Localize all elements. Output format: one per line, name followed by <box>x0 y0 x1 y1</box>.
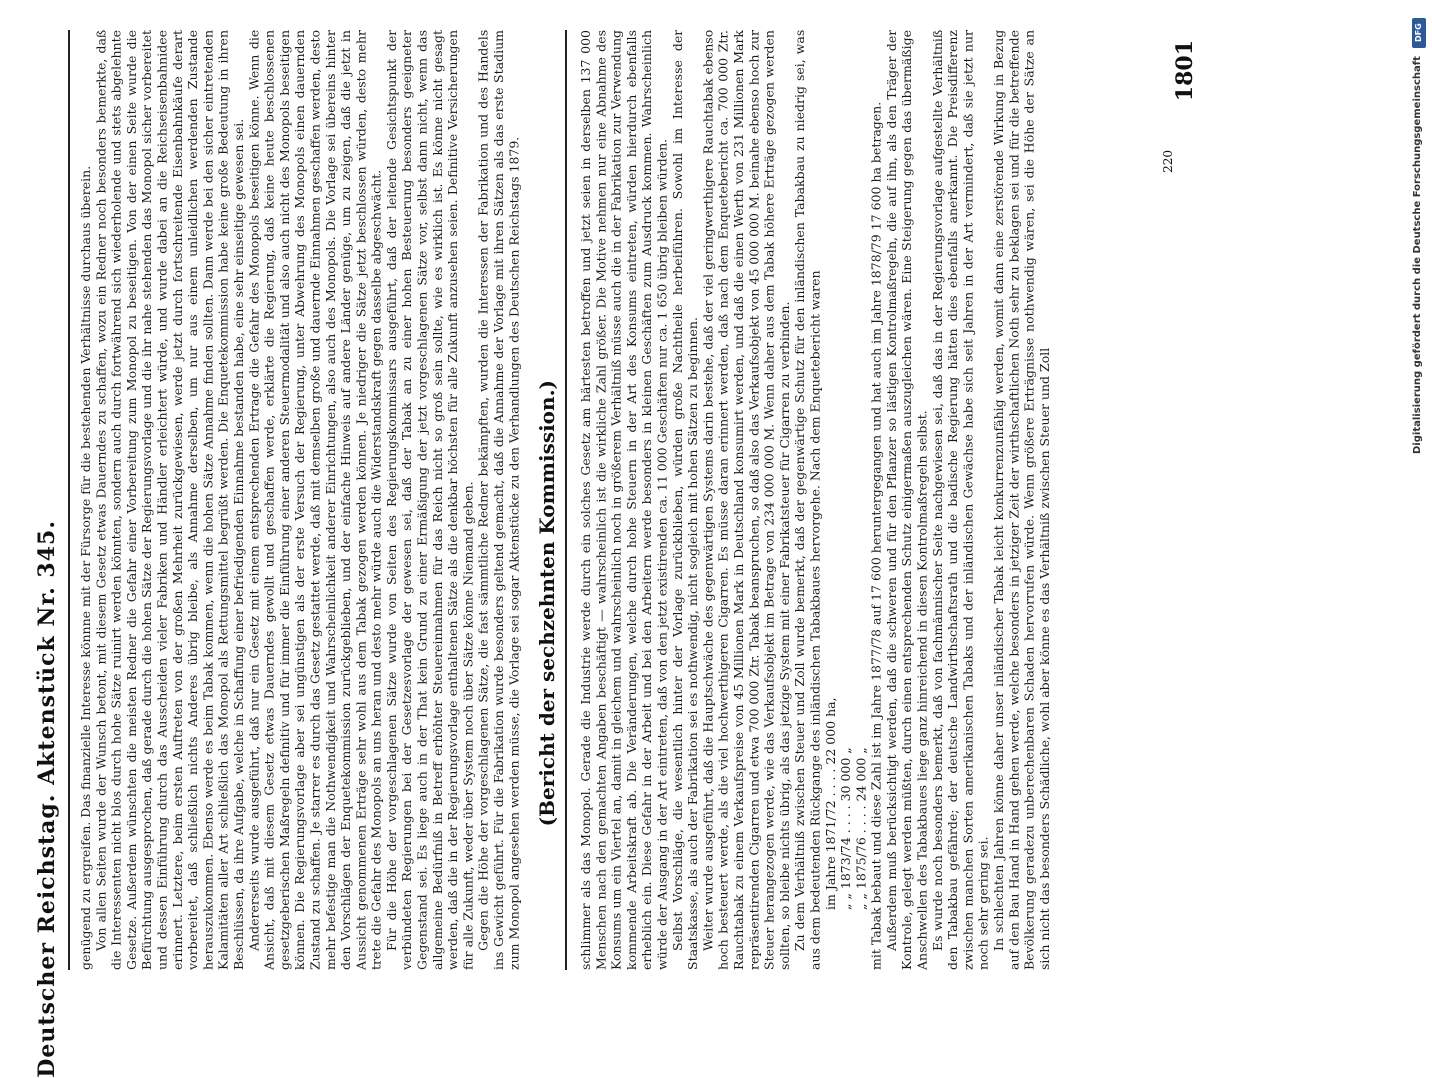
paragraph: Es wurde noch besonders bemerkt, daß von fachmännischer Seite nachgewiesen sei, daß das in der Regierungsvorlage aufgestellte Verhältniß den Tabakbau gefährde; der deutsche Landwirthschaftsrath und die badische Regierung hätten dies ebenfalls anerkannt. Die Preisdifferenz zwischen manchen Sorten amerikanischen Tabaks und der inländischen Gewächse habe sich seit Jahren in der Art vermindert, daß sie jetzt nur noch sehr gering sei. <box>929 30 991 970</box>
paragraph: mit Tabak bebaut und diese Zahl ist im Jahre 1877/78 auf 17 600 heruntergegangen und hat auch im Jahre 1878/79 17 600 ha betragen. <box>868 101 884 970</box>
paragraph: Weiter wurde ausgeführt, daß die Hauptschwäche des gegenwärtigen Systems darin bestehe, daß der viel geringwerthigere Rauchtabak ebenso hoch besteuert werde, als die viel hochwerthigeren Cigarren. Es müsse daran erinnert werden, daß nach dem Enquetebericht ca. 700 000 Ztr. Rauchtabak zu einem Verkaufspreise von 45 Millionen Mark in Deutschland konsumirt werden, und daß die einen Werth von 231 Millionen Mark repräsentirenden Cigarren und etwa 700 000 Ztr. Tabak beanspruchen, so daß also das Verkaufsobjekt von 45 000 000 M. beinahe ebenso hoch zur Steuer herangezogen werde, wie das Verkaufsobjekt im Betrage von 234 000 000 M. Wenn daher aus dem Tabak höhere Erträge gezogen werden sollten, so bleibe nichts übrig, als das jetzige System mit einer Fabrikatsteuer für Cigarren zu verbinden. <box>700 30 792 970</box>
running-head-left: Deutscher Reichstag. Aktenstück Nr. 345. <box>34 520 60 1078</box>
digitization-credit: Digitalisierung gefördert durch die Deutsche Forschungsgemeinschaft <box>1412 56 1423 454</box>
column-right <box>578 30 1158 970</box>
paragraph: Gegen die Höhe der vorgeschlagenen Sätze, die fast sämmtliche Redner bekämpften, wurden die Interessen der Fabrikation und des Handels ins Gewicht geführt. Für die Fabrikation wurde besonders geltend gemacht, daß die Annahme der Vorlage mit ihren Sätzen als das erste Stadium zum Monopol angesehen werden müsse, die Vorlage sei sogar Aktenstücke zu den Verhandlungen des Deutschen Reichstags 1879. <box>475 30 522 970</box>
column-left <box>78 30 526 970</box>
column-divider <box>565 30 567 970</box>
paragraph: schlimmer als das Monopol. Gerade die Industrie werde durch ein solches Gesetz am härtesten betroffen und jetzt seien in derselben 137 000 Menschen nach den gemachten Angaben beschäftigt — wahrscheinlich ist die wirkliche Zahl größer. Die Motive nehmen nur eine Abnahme des Konsums um ein Viertel an, damit in gleichem und wahrscheinlich noch in größerem Verhältniß müsse auch die in der Fabrikation zur Verwendung kommende Arbeitskraft ab. Die Veränderungen, welche durch hohe Steuern in der Art des Konsums eintreten, würden hierdurch ebenfalls erheblich ein. Diese Gefahr in der Arbeit und bei den Arbeitern werde besonders in kleinen Geschäften zum Ausdruck kommen. Wahrscheinlich würde der Ausgang in der Art eintreten, daß von den jetzt existirenden ca. 11 000 Geschäften nur ca. 1 650 übrig bleiben würden. <box>578 30 670 970</box>
paragraph: Zu dem Verhältniß zwischen Steuer und Zoll wurde bemerkt, daß der gegenwärtige Schutz für den inländischen Tabakbau zu niedrig sei, was aus dem bedeutenden Rückgange des inländischen Tabakbaues hervorgehe. Nach dem Enquetebericht waren <box>792 30 823 970</box>
paragraph: Andererseits wurde ausgeführt, daß nur ein Gesetz mit einem entsprechenden Ertrage die Gefahr des Monopols beseitigen könne. Wenn die Ansicht, daß mit diesem Gesetz etwas Dauerndes gewollt und geschaffen werde, erklärte die Regierung, daß keine heute beschlossenen gesetzgeberischen Maßregeln definitiv und für immer die Einführung einer anderen Steuermodalität und also auch nicht des Monopols beseitigen können. Die Regierungsvorlage aber sei ungünstigen als der erste Versuch der Regierung, unter Abwehrung des Monopols einen dauernden Zustand zu schaffen. Je starrer es durch das Gesetz gestattet werde, daß mit demselben große und dauernde Einnahmen geschaffen werden, desto mehr befestige man die Nothwendigkeit und Wahrscheinlichkeit anderer Einrichtungen, also auch des Monopols. Die Vorlage sei übereins hinter den Vorschlägen der Enquetekommission zurückgeblieben, und der einfache Hinweis auf andere Länder genüge, um zu zeigen, daß die jetzt in Aussicht genommenen Erträge sehr wohl aus dem Tabak gezogen werden können. Je niedriger die Sätze jetzt beschlossen würden, desto mehr trete die Gefahr des Monopols an uns heran und desto mehr würde auch die Widerstandskraft gegen dasselbe abgeschwächt. <box>246 30 384 970</box>
table-row: „ „ 1875/76 . . . . 24 000 „ <box>853 747 869 910</box>
header-rule <box>68 30 70 970</box>
table-row: im Jahre 1871/72 . . . . 22 000 ha, <box>822 697 838 910</box>
signature-mark: 220 <box>1161 150 1175 173</box>
running-head-right: (Bericht der sechzehnten Kommission.) <box>535 380 559 827</box>
paragraph: Selbst Vorschläge, die wesentlich hinter der Vorlage zurückblieben, würden große Nachtheile herbeiführen. Sowohl im Interesse der Staatskasse, als auch der Fabrikation sei es nothwendig, nicht sogleich mit hohen Sätzen zu beginnen. <box>669 30 701 970</box>
dfg-logo: DFG <box>1412 18 1426 48</box>
page-number: 1801 <box>1172 40 1198 102</box>
paragraph: Von allen Seiten wurde der Wunsch betont, mit diesem Gesetz etwas Dauerndes zu schaffen, wozu ein Redner noch besonders bemerkte, daß die Interessenten nicht blos durch hohe Sätze ruinirt werden könnten, sondern auch durch fortwährend sich wiederholende und stets abgelehnte Gesetze. Außerdem wünschten die meisten Redner die Gefahr einer Vorbereitung zum Monopol zu beseitigen. Von der einen Seite wurde die Befürchtung ausgesprochen, daß gerade durch die hohen Sätze der Regierungsvorlage und die ihr nahe stehenden das Monopol sicher vorbereitet und dessen Einführung durch das Ausscheiden vieler Fabriken und Händler erleichtert würde, und wurde dabei an die Reichseisenbahnidee erinnert. Letztere, beim ersten Auftreten von der großen Mehrheit zurückgewiesen, werde jetzt durch fortschreitende Eisenbahnkäufe derart vorbereitet, daß schließlich nichts Anderes übrig bleibe, als Annahme derselben, um nur aus einem unleidlichen werdenden Zustande herauszukommen. Ebenso werde es beim Tabak kommen, wenn die hohen Sätze Annahme finden sollten. Dann werde bei den sicher eintretenden Kalamitäten aller Art schließlich das Monopol als Rettungsmittel begrüßt werden. Die Enquetekommission habe keine große Bedeutung in ihren Beschlüssen, da ihre Aufgabe, welche in Schaffung einer befriedigenden Einnahme bestanden habe, eine sehr einseitige gewesen sei. <box>93 30 246 970</box>
paragraph: Außerdem muß berücksichtigt werden, daß die schweren und für den Pflanzer so lästigen Kontrolmaßregeln, die auf ihn, als den Träger der Kontrole, gelegt werden müßten, durch einen entsprechenden Schutz einigermaßen auszugleichen wären. Eine Steigerung gegen das übermäßige Anschwellen des Tabakbaues liege ganz hinreichend in diesen Kontrolmaßregeln selbst. <box>883 30 930 970</box>
paragraph: genügend zu ergreifen. Das finanzielle Interesse könnne mit der Fürsorge für die bestehenden Verhältnisse durchaus überein. <box>78 165 93 970</box>
table-row: „ „ 1873/74 . . . . 30 000 „ <box>838 747 854 910</box>
paragraph: Für die Höhe der vorgeschlagenen Sätze wurde von Seiten des Regierungskommissars ausgeführt, daß der leitende Gesichtspunkt der verbündeten Regierungen bei der Gesetzesvorlage der gewesen sei, daß der Tabak an zu einer hohen Besteuerung besonders geeigneter Gegenstand sei. Es liege auch in der That kein Grund zu einer Ermäßigung der jetzt vorgeschlagenen Sätze vor, selbst dann nicht, wenn das allgemeine Bedürfniß in Betreff erhöhter Steuereinnahmen für das Reich nicht so groß sein sollte, wie es wirklich ist. Es könne nicht gesagt werden, daß die in der Regierungsvorlage enthaltenen Sätze als die denkbar höchsten für alle Zukunft anzusehen seien. Definitive Versicherungen für alle Zukunft, weder über System noch über Sätze könne Niemand geben. <box>383 30 476 970</box>
paragraph: In schlechten Jahren könne daher unser inländischer Tabak leicht konkurrenzunfähig werden, womit dann eine zerstörende Wirkung in Bezug auf den Bau Hand in Hand gehen werde, welche besonders in jetziger Zeit der wirthschaftlichen Noth sehr zu beklagen sei und für die betreffende Bevölkerung geradezu unberechenbaren Schaden hervorrufen würde. Wenn größere Erträgnisse nothwendig wären, sei die Höhe der Sätze an sich nicht das besonders Schädliche, wohl aber könne es das Verhältniß zwischen Steuer und Zoll <box>991 30 1052 970</box>
